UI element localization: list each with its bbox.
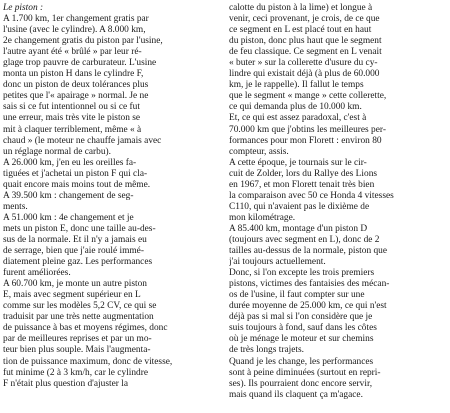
text-line: déjà pas si mal si l'on considère que je xyxy=(229,312,373,323)
text-line: diatement pleine gaz. Les performances xyxy=(3,257,153,268)
text-line: tion de puissance maximum, donc de vitesse, xyxy=(3,356,173,367)
text-line: l'autre ayant été « brûlé » par leur ré- xyxy=(3,47,142,58)
text-line: furent améliorées. xyxy=(3,268,71,279)
text-line: sus de la normale. Et il n'y a jamais eu xyxy=(3,234,147,245)
text-line: mais quand ils claquent ça m'agace. xyxy=(229,389,363,400)
text-line: A cette époque, je tournais sur le cir- xyxy=(229,157,367,168)
text-line: A 1.700 km, 1er changement gratis par xyxy=(3,14,149,25)
text-line: C110, qui n'avaient pas le dixième de xyxy=(229,201,370,212)
text-line: du piston, donc plus haut que le segment xyxy=(229,36,382,47)
text-line: ses). Ils pourraient donc encore servir, xyxy=(229,378,373,389)
text-line: quait encore mais moins tout de même. xyxy=(3,179,151,190)
text-line: suis toujours à fond, sauf dans les côtes xyxy=(229,323,377,334)
text-line: pistons, victimes des fantaisies des mécan- xyxy=(229,279,390,290)
text-line: par de meilleures reprises et par un mo- xyxy=(3,334,152,345)
text-line: monta un piston H dans le cylindre F, xyxy=(3,69,144,80)
text-line: la comparaison avec 50 ce Honda 4 vitesses xyxy=(229,190,394,201)
text-line: A 60.700 km, je monte un autre piston xyxy=(3,279,147,290)
text-line: venir, ceci provenant, je crois, de ce que xyxy=(229,14,380,25)
text-line: l'usine (avec le cylindre). A 8.000 km, xyxy=(3,25,146,36)
text-line: j'ai toujours actuellement. xyxy=(229,257,326,268)
text-line: 70.000 km que j'obtins les meilleures per- xyxy=(229,124,386,135)
text-line: durée moyenne de 25.000 km, ce qui n'est xyxy=(229,301,387,312)
text-line: sais si ce fut intentionnel ou si ce fut xyxy=(3,102,140,113)
text-line: A 51.000 km : 4e changement et je xyxy=(3,212,134,223)
text-line: os de l'usine, il faut compter sur une xyxy=(229,290,365,301)
text-line: de très longs trajets. xyxy=(229,345,304,356)
text-line: teur bien plus souple. Mais l'augmenta- xyxy=(3,345,151,356)
text-line: mets un piston E, donc une taille au-des- xyxy=(3,223,156,234)
text-line: sont à peine diminuées (surtout en repri- xyxy=(229,367,381,378)
text-line: chaud » (le moteur ne chauffe jamais avec xyxy=(3,135,162,146)
text-line: calotte du piston à la lime) et longue à xyxy=(229,3,373,13)
text-line: un réglage normal de carbu). xyxy=(3,146,112,157)
text-line: de puissance à bas et moyens régimes, donc xyxy=(3,323,168,334)
text-line: cuit de Zolder, lors du Rallye des Lions xyxy=(229,168,378,179)
text-line: petites que l'« apairage » normal. Je ne xyxy=(3,91,149,102)
text-line: A 26.000 km, j'en eu les oreilles fa- xyxy=(3,157,137,168)
text-line: mon kilométrage. xyxy=(229,212,296,223)
text-line: F n'était plus question d'ajuster la xyxy=(3,378,128,389)
text-line: compteur, assis. xyxy=(229,146,289,157)
text-line: « buter » sur la collerette d'usure du cy- xyxy=(229,58,378,69)
text-line: en 1967, et mon Florett tenait très bien xyxy=(229,179,375,190)
text-line: formances pour mon Florett : environ 80 xyxy=(229,135,382,146)
text-line: fut minime (2 à 3 km/h, car le cylindre xyxy=(3,367,149,378)
right-text-column xyxy=(229,3,445,401)
text-line: glage trop pauvre de carburateur. L'usine xyxy=(3,58,157,69)
section-title: Le piston : xyxy=(3,3,44,13)
text-line: Quand je les change, les performances xyxy=(229,356,374,367)
text-line: mit à claquer terriblement, même « à xyxy=(3,124,142,135)
text-line: tiguées et j'achetai un piston F qui cla- xyxy=(3,168,148,179)
text-line: A 85.400 km, montage d'un piston D xyxy=(229,223,368,234)
text-line: que le segment « mange » cette collerette, xyxy=(229,91,387,102)
text-line: ce qui demanda plus de 10.000 km. xyxy=(229,102,362,113)
text-line: Donc, si l'on excepte les trois premiers xyxy=(229,268,375,279)
text-line: ce segment en L est placé tout en haut xyxy=(229,25,372,36)
left-text-column xyxy=(3,3,217,390)
text-line: traduisit par une très nette augmentation xyxy=(3,312,154,323)
text-line: donc un piston de deux tolérances plus xyxy=(3,80,149,91)
text-line: de serrage, bien que j'aie roulé immé- xyxy=(3,246,144,257)
text-line: (toujours avec segment en L), donc de 2 xyxy=(229,234,380,245)
text-line: tailles au-dessus de la normale, piston que xyxy=(229,246,388,257)
text-line: 2e changement gratis du piston par l'usine, xyxy=(3,36,163,47)
text-line: Et, ce qui est assez paradoxal, c'est à xyxy=(229,113,367,124)
text-line: lindre qui existait déjà (à plus de 60.000 xyxy=(229,69,380,80)
text-line: de feu classique. Ce segment en L venait xyxy=(229,47,382,58)
text-line: A 39.500 km : changement de seg- xyxy=(3,190,134,201)
text-line: ments. xyxy=(3,201,28,212)
text-line: km, je le rappelle). Il fallut le temps xyxy=(229,80,364,91)
text-line: où je ménage le moteur et sur chemins xyxy=(229,334,374,345)
text-line: une erreur, mais très vite le piston se xyxy=(3,113,141,124)
text-line: comme sur les modèles 5,2 CV, ce qui se xyxy=(3,301,157,312)
text-line: E, mais avec segment supérieur en L xyxy=(3,290,141,301)
